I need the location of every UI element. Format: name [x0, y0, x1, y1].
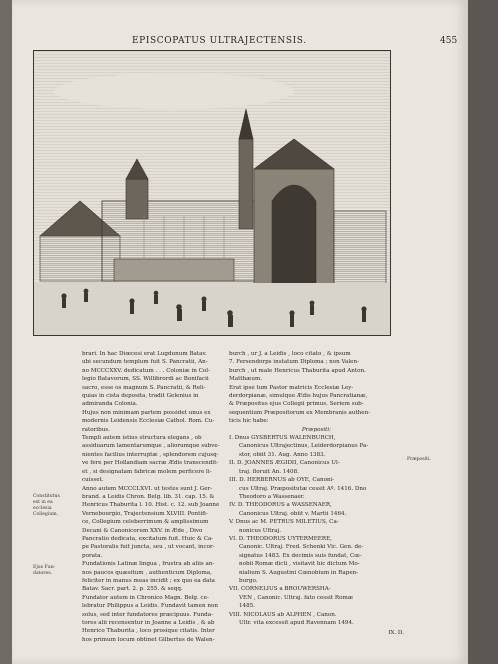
text-line: Fundator autem in Chronico Magn. Belg. ce- [82, 594, 209, 601]
text-line: brari. In hac Diœcesi erat Lugdunum Batav. [82, 351, 207, 357]
left-text-column [82, 350, 232, 644]
text-line: Henricus Thaburita l. 10. Hist. c. 12. sub Joanne [82, 502, 220, 509]
praepositus-detail: stor, obiit 31. Aug. Anno 1383. [239, 451, 326, 458]
margin-note-fundatores [33, 565, 55, 577]
text-line: hos primum locum obtinet Gilbertus de Walen- [82, 636, 215, 643]
praepositus-entry [229, 585, 404, 610]
text-line: nientes facilius interruptæ , splendorem cujusq- [82, 451, 219, 458]
praepositus-detail: burgo. [239, 577, 258, 584]
praepositus-entry [229, 611, 404, 628]
text-line: Henrico Thaburita , loco prosique citatis. Inter [82, 628, 215, 635]
praepositus-entry [229, 518, 404, 535]
praepositus-detail: nonicus Ultraj. [239, 527, 282, 534]
text-line: Vernebourgio, Trajectensium XLVIII. Pontifi- [82, 510, 208, 517]
margin-note-line: ecclesia [33, 506, 52, 511]
margin-note-praepositi: Præpositi. [407, 457, 431, 462]
page-edge-shadow [468, 0, 498, 664]
praepositus-name: VII. CORNELIUS a BROUWERSHA- [229, 586, 331, 593]
text-line: ratoribus. [82, 426, 110, 433]
praepositi-heading: Præpositi: [301, 426, 332, 433]
text-line: lebratur Philippus a Leidis. Fundavit tamen non [82, 603, 218, 610]
praepositus-detail: Theodoro a Wassenaer. [239, 493, 305, 500]
praepositus-name: I. Dnus GYSBERTUS WALENBURCH, [229, 435, 336, 442]
text-line: modernis Leidensis Ecclesiæ Cathol. Rom. Cu- [82, 418, 215, 425]
text-line: derdorpianæ, simulque Ædis hujus Pancratianæ, [229, 393, 368, 400]
text-line: ticis hic habe: [229, 418, 269, 425]
text-line: Templi autem istius structura elegans , ob [82, 435, 202, 442]
margin-note-collegium [33, 494, 60, 518]
praepositus-detail: traj. floruit An. 1408. [239, 468, 299, 475]
praepositus-detail: nobii Romæ dicti , visitavit hic dictum Mo- [239, 561, 360, 568]
engraving-plate [33, 50, 391, 336]
praepositus-name: VI. D. THEODORUS UYTERMEERE, [229, 535, 332, 542]
text-line: Pancratio dedicata, excitatum fuit. Huic & Ca- [82, 535, 214, 542]
text-line: legio Batavorum, SS. Willibrordi ac Bonifacii [82, 376, 209, 383]
text-line: solus, sed inter fundatores præcipuus. Funda- [82, 611, 213, 618]
text-line: brand. a Leidis Chron. Belg. lib. 31. cap. 15. & [82, 493, 215, 500]
text-line: Fundationis Latinæ lingua , frustra ab aliis an- [82, 561, 215, 568]
praepositus-detail: VEN , Canonic. Ultraj. fato cessit Romæ [239, 594, 354, 601]
text-line: sequentium Præpositorum ex Membranis authen- [229, 409, 371, 416]
text-line: burch , ut male Henricus Thaburita apud Anton. [229, 367, 366, 374]
margin-note-line: datores. [33, 571, 53, 576]
text-line: et , si designatam fabricæ molem perficere li- [82, 468, 212, 475]
text-line: pe Pastoralis fuit juncta, seu , ut vocant, incor- [82, 544, 215, 551]
praepositus-detail: 1485. [239, 603, 256, 610]
praepositus-detail: Canonic. Ultraj. Fred. Schenki Vic. Gen. de- [239, 544, 364, 551]
text-line: admiranda Colonia. [82, 401, 138, 408]
right-text-column [229, 350, 404, 638]
text-line: Matthæum. [229, 376, 263, 383]
text-line: burch , ur J. a Leidis , loco citato , & ipsum [229, 351, 351, 357]
margin-note-line: Constitutus [33, 494, 60, 499]
praepositus-name: II. D. JOANNES ÆGIDII, Canonicus Ul- [229, 460, 340, 467]
text-line: Anno autem MCCCLXVI. ut testes sunt J. Ger- [82, 485, 213, 492]
praepositus-detail: signatus 1483. Ex decimis suis fundat, Cœ- [239, 552, 362, 559]
praepositi-list [229, 434, 404, 627]
page-number: 455 [440, 36, 458, 46]
praepositus-detail: nialium S. Augustini Cœnobium in Rapen- [239, 569, 359, 576]
margin-note-line: Collegium. [33, 512, 59, 517]
text-line: & Præpositus ejus Collegii primus. Seriem sub- [229, 401, 364, 408]
catchword: IX. D. [388, 630, 404, 637]
praepositus-name: V. Dnus ac M. PETRUS MILETIUS, Ca- [229, 519, 339, 526]
church-engraving-illustration [34, 51, 390, 335]
text-line: no MCCCXXV. dedicatum . . . Coloniæ in Col- [82, 367, 210, 374]
praepositus-entry [229, 535, 404, 585]
text-line: sacro, esse os magnum S. Pancratii, & Reli- [82, 384, 206, 391]
text-line: Decani & Canonicorum XXV. in Æde , Divo [82, 527, 203, 534]
praepositus-entry [229, 501, 404, 518]
text-line: cuisset. [82, 477, 104, 484]
praepositus-detail: Canonicus Ultraj. obiit v. Martii 1464. [239, 510, 347, 517]
margin-note-line: Ejus Fun- [33, 565, 56, 570]
praepositus-name: III. D. HERBERNUS ab OYE, Canoni- [229, 477, 335, 484]
right-intro-text [229, 350, 404, 426]
text-line: nos paucos quæsitum , authenticum Diploma, [82, 569, 212, 576]
text-line: Erat ipse tum Pastor matricis Ecclesiæ Ley- [229, 384, 354, 391]
text-line: quias in cista deposita, tradit Gelenius in [82, 393, 199, 400]
praepositus-name: VIII. NICOLAUS ab ALPHEN , Canon. [229, 611, 337, 618]
praepositus-entry [229, 459, 404, 476]
praepositus-detail: cus Ultraj. Præpositutæ cessit Aº. 1416. Dno [239, 485, 367, 492]
text-line: 7. Fersendorps instatum Diploma ; non Valen- [229, 359, 359, 366]
praepositus-entry [229, 434, 404, 459]
text-line: assiduarum lamentarumque , aliorumque subve- [82, 443, 220, 450]
praepositus-name: IV. D. THEODORUS a WASSENAER, [229, 502, 332, 509]
text-line: ve fere per Hollandiam sacræ Ædis transcendit- [82, 460, 219, 467]
margin-note-line: est in ea [33, 500, 53, 505]
praepositus-entry [229, 476, 404, 501]
text-line: tores alii recensentur in Joanne a Leidis , & ab [82, 620, 215, 626]
text-line: porata. [82, 552, 103, 559]
text-line: ce, Collegium celeberrimum & amplissimum [82, 519, 209, 526]
text-line: Batav. Sacr. part. 2. p. 255. & seqq. [82, 586, 183, 593]
praepositus-detail: Canonicus Ultrajectinus, Leiderdorpianus Pa- [239, 443, 369, 450]
text-line: Hujus non minimam partem possidet unus ex [82, 409, 211, 416]
running-title: EPISCOPATUS ULTRAJECTENSIS. [132, 36, 307, 46]
praepositus-detail: Ultr. vita excessit apud Ravennam 1494. [239, 620, 354, 626]
text-line: ubi secundum templum fuit S. Pancratii, An- [82, 359, 208, 366]
text-line: feliciter in manus meas incidit ; ex quo ea data [82, 577, 216, 584]
